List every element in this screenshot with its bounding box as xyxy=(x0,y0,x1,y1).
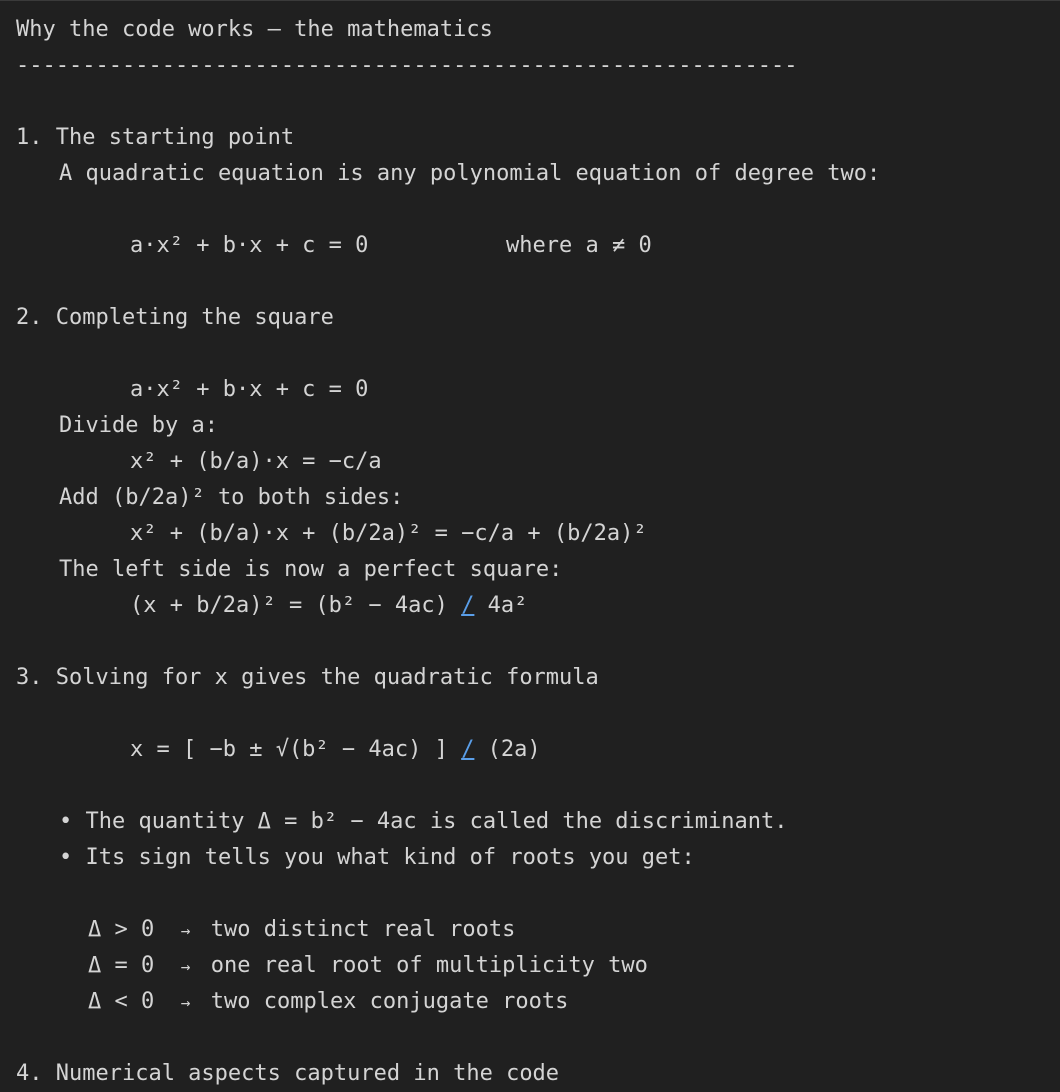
list-item xyxy=(59,804,788,840)
case-condition: Δ > 0 xyxy=(88,917,155,942)
section-2-equation-2: x² + (b/a)·x = −c/a xyxy=(130,449,382,474)
section-2-step-1: Divide by a: xyxy=(59,413,218,438)
section-1-text: A quadratic equation is any polynomial equation of degree two: xyxy=(59,161,881,186)
formula-left: x = [ −b ± √(b² − 4ac) ] xyxy=(130,737,462,762)
division-link[interactable]: / xyxy=(461,737,475,762)
section-2-equation-1: a·x² + b·x + c = 0 xyxy=(130,377,369,402)
section-4-heading: 4. Numerical aspects captured in the code xyxy=(16,1061,560,1086)
bullet-text: The quantity Δ = b² − 4ac is called the discriminant. xyxy=(85,809,788,834)
case-description: two complex conjugate roots xyxy=(210,989,569,1014)
title-rule: ----------------------------------------------------------- xyxy=(16,53,798,78)
quadratic-formula xyxy=(130,732,541,768)
formula-right: (2a) xyxy=(474,737,541,762)
case-description: one real root of multiplicity two xyxy=(210,953,648,978)
discriminant-case xyxy=(88,948,648,984)
discriminant-case xyxy=(88,912,515,948)
right-arrow-icon: → xyxy=(180,921,191,940)
right-arrow-icon: → xyxy=(180,957,191,976)
section-2-heading: 2. Completing the square xyxy=(16,305,334,330)
case-condition: Δ < 0 xyxy=(88,989,155,1014)
discriminant-case xyxy=(88,984,568,1020)
equation-4-right: 4a² xyxy=(474,593,528,618)
list-item xyxy=(59,840,695,876)
section-2-equation-4 xyxy=(130,588,527,624)
top-border xyxy=(0,0,1060,1)
section-1-equation: a·x² + b·x + c = 0 xyxy=(130,233,369,258)
case-description: two distinct real roots xyxy=(210,917,516,942)
equation-4-left: (x + b/2a)² = (b² − 4ac) xyxy=(130,593,462,618)
section-1-heading: 1. The starting point xyxy=(16,125,295,150)
section-3-heading: 3. Solving for x gives the quadratic formula xyxy=(16,665,599,690)
section-2-step-3: The left side is now a perfect square: xyxy=(59,557,563,582)
bullet-text: Its sign tells you what kind of roots you get: xyxy=(85,845,695,870)
page-title: Why the code works — the mathematics xyxy=(16,17,493,42)
case-condition: Δ = 0 xyxy=(88,953,155,978)
division-link[interactable]: / xyxy=(461,593,475,618)
section-2-step-2: Add (b/2a)² to both sides: xyxy=(59,485,404,510)
section-1-condition: where a ≠ 0 xyxy=(506,233,652,258)
bullet-icon: • xyxy=(59,809,73,834)
right-arrow-icon: → xyxy=(180,993,191,1012)
bullet-icon: • xyxy=(59,845,73,870)
section-2-equation-3: x² + (b/a)·x + (b/2a)² = −c/a + (b/2a)² xyxy=(130,521,647,546)
